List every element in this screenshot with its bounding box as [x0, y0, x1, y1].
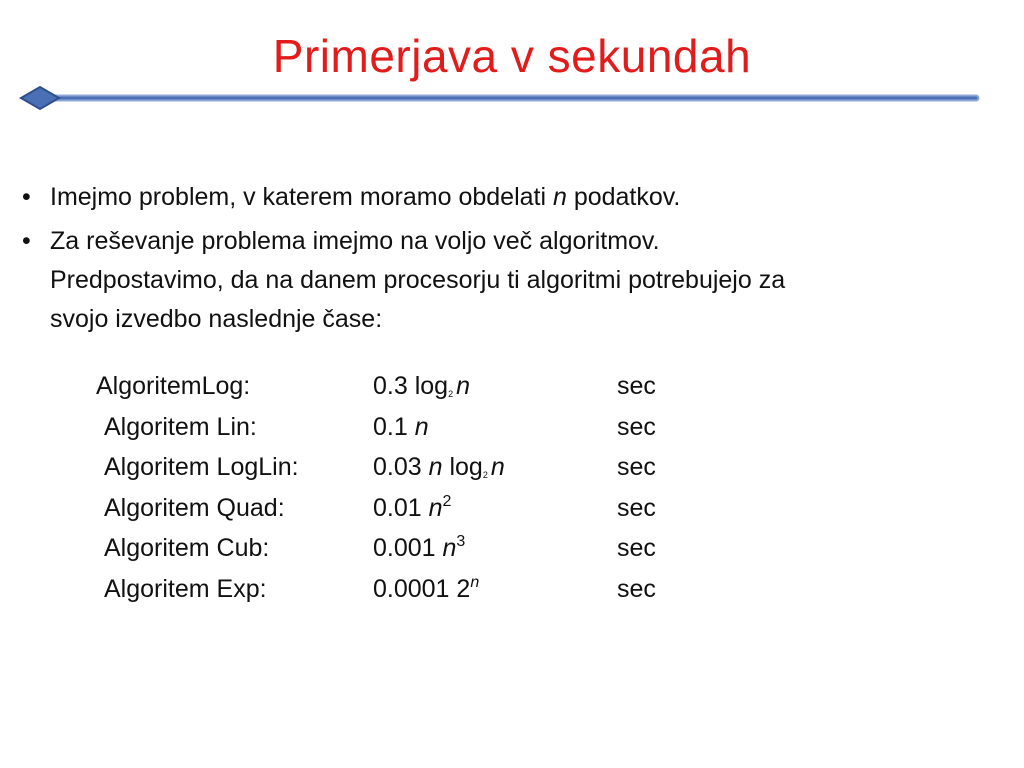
bullet-item-algorithms	[22, 222, 1002, 339]
slide-title: Primerjava v sekundah	[272, 30, 752, 82]
algorithm-name: Algoritem Lin:	[104, 412, 257, 441]
algorithm-unit: sec	[617, 493, 656, 522]
bullet-text: Imejmo problem, v katerem moramo obdelati	[50, 183, 553, 211]
bullet-line-1: Za reševanje problema imejmo na voljo več algoritmov.	[50, 227, 660, 255]
algorithm-formula: 0.03 n log2 n	[373, 453, 505, 481]
variable-n: n	[552, 183, 567, 211]
algorithm-formula: 0.3 log2 n	[373, 372, 470, 400]
algorithm-unit: sec	[617, 412, 656, 441]
algorithm-unit: sec	[617, 453, 656, 481]
algorithm-name: Algoritem Quad:	[104, 493, 285, 522]
bullet-dot: •	[22, 183, 31, 211]
algorithm-formula: 0.0001 2$^n$	[373, 573, 480, 603]
algorithm-formula: 0.1 n	[373, 412, 429, 441]
bullet-item-problem	[22, 178, 1002, 217]
algorithm-name: AlgoritemLog:	[96, 372, 251, 400]
diamond-icon	[21, 87, 59, 109]
bullet-line-2: Predpostavimo, da na danem procesorju ti algoritmi potrebujejo za	[50, 266, 786, 294]
title-divider	[18, 84, 980, 114]
bullet-text-end: podatkov.	[566, 183, 681, 211]
algorithm-formula: 0.001 $n^3$	[373, 533, 466, 562]
algorithm-formula: 0.01 $n^2$	[373, 492, 452, 522]
algorithm-unit: sec	[617, 534, 656, 562]
bullet-line-3: svojo izvedbo naslednje čase:	[50, 305, 383, 333]
algorithm-unit: sec	[617, 372, 656, 400]
bullet-dot: •	[22, 227, 31, 255]
algorithm-name: Algoritem Exp:	[104, 574, 267, 603]
bullet-list	[22, 178, 1002, 344]
algorithm-name: Algoritem Cub:	[104, 534, 270, 562]
algorithm-unit: sec	[617, 574, 656, 603]
algorithm-name: Algoritem LogLin:	[104, 453, 299, 481]
